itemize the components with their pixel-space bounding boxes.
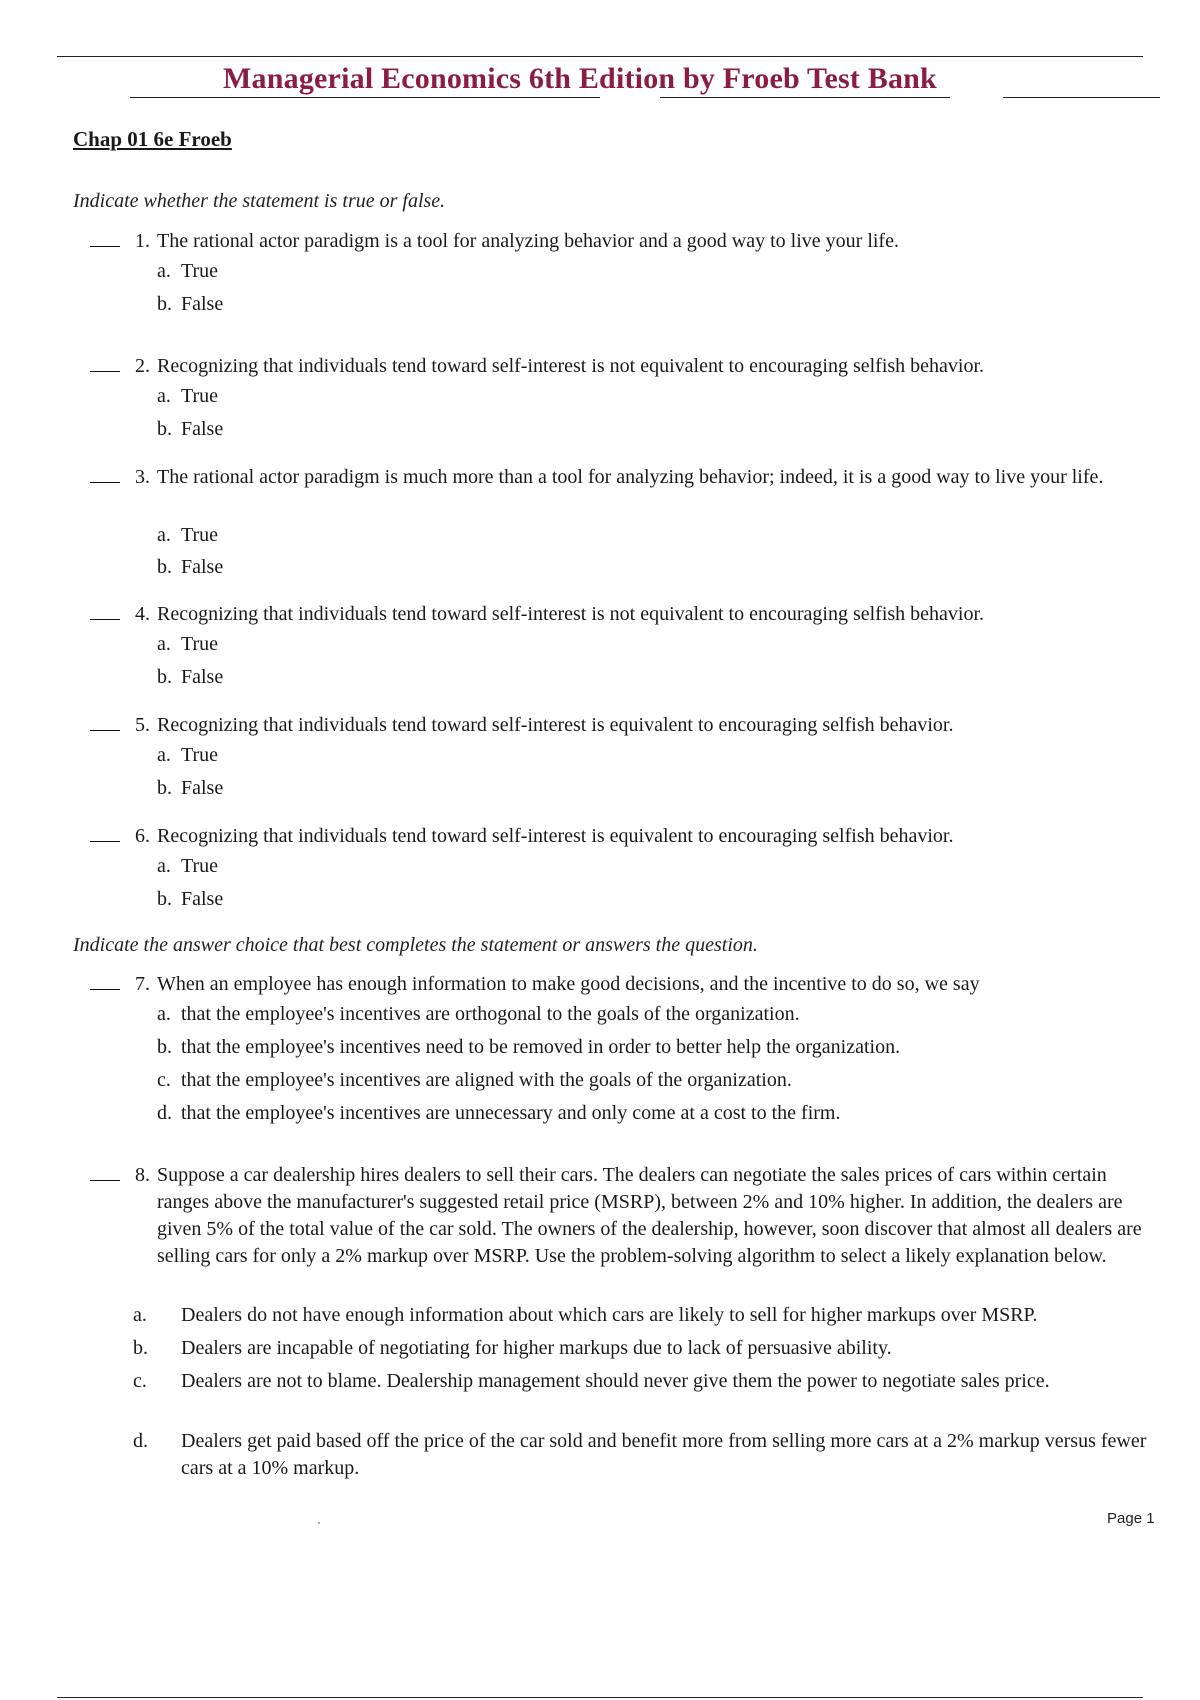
option-text: True xyxy=(181,744,219,766)
option-a xyxy=(157,853,1157,880)
option-c xyxy=(133,1368,1181,1395)
option-b xyxy=(157,775,1157,802)
top-rule xyxy=(57,56,1143,57)
option-letter: a. xyxy=(157,855,171,877)
option-text: Dealers are not to blame. Dealership management should never give them the power to negotiate sales price. xyxy=(181,1370,1050,1392)
page-number: Page 1 xyxy=(1107,1510,1155,1527)
option-text: that the employee's incentives are orthogonal to the goals of the organization. xyxy=(181,1003,800,1025)
question-number: 3. xyxy=(135,466,150,488)
option-letter: b. xyxy=(157,777,172,799)
option-a xyxy=(157,258,1157,285)
option-letter: a. xyxy=(157,744,171,766)
answer-blank[interactable] xyxy=(90,371,120,372)
question-text: Suppose a car dealership hires dealers to sell their cars. The dealers can negotiate the sales prices of cars within certain ranges above the manufacturer's suggested retail price (MSRP), between 2% and 10% higher. In addition, the dealers are given 5% of the total value of the car sold. The owners of the dealership, however, soon discover that almost all dealers are selling cars for only a 2% markup over MSRP. Use the problem-solving algorithm to select a likely explanation below. xyxy=(157,1164,1142,1267)
option-letter: a. xyxy=(157,385,171,407)
question-1 xyxy=(90,228,1160,255)
question-text: The rational actor paradigm is much more than a tool for analyzing behavior; indeed, it is a good way to live your life. xyxy=(157,466,1104,488)
title-underline-right xyxy=(1003,97,1160,98)
document-title: Managerial Economics 6th Edition by Froeb Test Bank xyxy=(223,62,937,95)
option-letter: b. xyxy=(157,666,172,688)
option-a xyxy=(133,1302,1181,1329)
option-c xyxy=(157,1067,1157,1094)
option-letter: c. xyxy=(133,1370,147,1392)
option-b xyxy=(157,664,1157,691)
option-d xyxy=(157,1100,1157,1127)
option-text: True xyxy=(181,260,219,282)
question-5 xyxy=(90,712,1160,739)
option-text: True xyxy=(181,855,219,877)
section-instruction: Indicate the answer choice that best completes the statement or answers the question. xyxy=(73,934,758,956)
option-text: True xyxy=(181,633,219,655)
option-letter: a. xyxy=(157,1003,171,1025)
option-letter: b. xyxy=(157,888,172,910)
question-number: 1. xyxy=(135,230,150,252)
option-text: Dealers are incapable of negotiating for higher markups due to lack of persuasive ability. xyxy=(181,1337,892,1359)
option-letter: d. xyxy=(157,1102,172,1124)
option-text: that the employee's incentives need to be removed in order to better help the organization. xyxy=(181,1036,901,1058)
chapter-heading: Chap 01 6e Froeb xyxy=(73,127,232,151)
question-number: 5. xyxy=(135,714,150,736)
answer-blank[interactable] xyxy=(90,619,120,620)
option-letter: a. xyxy=(157,633,171,655)
option-text: False xyxy=(181,888,224,910)
answer-blank[interactable] xyxy=(90,989,120,990)
question-number: 4. xyxy=(135,603,150,625)
question-number: 6. xyxy=(135,825,150,847)
answer-blank[interactable] xyxy=(90,841,120,842)
option-text: False xyxy=(181,777,224,799)
option-text: True xyxy=(181,385,219,407)
question-3 xyxy=(90,464,1160,491)
question-2 xyxy=(90,353,1160,380)
option-b xyxy=(133,1335,1181,1362)
question-number: 8. xyxy=(135,1164,150,1186)
question-4 xyxy=(90,601,1160,628)
option-b xyxy=(157,416,1157,443)
option-letter: b. xyxy=(157,1036,172,1058)
question-text: Recognizing that individuals tend toward self-interest is not equivalent to encouraging selfish behavior. xyxy=(157,355,985,377)
option-b xyxy=(157,291,1157,318)
option-letter: c. xyxy=(157,1069,171,1091)
option-d xyxy=(133,1428,1181,1482)
question-number: 7. xyxy=(135,973,150,995)
question-text: Recognizing that individuals tend toward self-interest is equivalent to encouraging selfish behavior. xyxy=(157,825,954,847)
question-8 xyxy=(90,1162,1160,1270)
option-a xyxy=(157,522,1157,549)
answer-blank[interactable] xyxy=(90,246,120,247)
option-text: Dealers get paid based off the price of the car sold and benefit more from selling more cars at a 2% markup versus fewer cars at a 10% markup. xyxy=(181,1430,1147,1479)
option-letter: b. xyxy=(157,556,172,578)
question-7 xyxy=(90,971,1160,998)
option-letter: a. xyxy=(157,524,171,546)
option-text: False xyxy=(181,293,224,315)
option-b xyxy=(157,886,1157,913)
option-text: that the employee's incentives are unnecessary and only come at a cost to the firm. xyxy=(181,1102,841,1124)
option-a xyxy=(157,383,1157,410)
option-letter: b. xyxy=(133,1337,148,1359)
question-text: The rational actor paradigm is a tool for analyzing behavior and a good way to live your life. xyxy=(157,230,899,252)
option-a xyxy=(157,1001,1157,1028)
title-underline-middle xyxy=(660,97,950,98)
option-b xyxy=(157,554,1157,581)
bottom-rule xyxy=(57,1697,1143,1698)
question-text: When an employee has enough information to make good decisions, and the incentive to do so, we say xyxy=(157,973,980,995)
option-text: False xyxy=(181,556,224,578)
option-text: False xyxy=(181,666,224,688)
option-text: False xyxy=(181,418,224,440)
option-a xyxy=(157,631,1157,658)
answer-blank[interactable] xyxy=(90,1180,120,1181)
question-text: Recognizing that individuals tend toward self-interest is not equivalent to encouraging selfish behavior. xyxy=(157,603,985,625)
option-text: Dealers do not have enough information about which cars are likely to sell for higher markups over MSRP. xyxy=(181,1304,1038,1326)
option-text: True xyxy=(181,524,219,546)
answer-blank[interactable] xyxy=(90,482,120,483)
option-letter: a. xyxy=(157,260,171,282)
option-letter: b. xyxy=(157,293,172,315)
title-underline-left xyxy=(130,97,600,98)
option-letter: d. xyxy=(133,1430,148,1452)
option-text: that the employee's incentives are aligned with the goals of the organization. xyxy=(181,1069,792,1091)
question-text: Recognizing that individuals tend toward self-interest is equivalent to encouraging selfish behavior. xyxy=(157,714,954,736)
scan-speck xyxy=(318,1522,320,1524)
option-letter: a. xyxy=(133,1304,147,1326)
title-block xyxy=(130,60,1160,102)
question-6 xyxy=(90,823,1160,850)
question-number: 2. xyxy=(135,355,150,377)
option-a xyxy=(157,742,1157,769)
section-instruction: Indicate whether the statement is true or false. xyxy=(73,190,446,212)
option-b xyxy=(157,1034,1157,1061)
answer-blank[interactable] xyxy=(90,730,120,731)
option-letter: b. xyxy=(157,418,172,440)
